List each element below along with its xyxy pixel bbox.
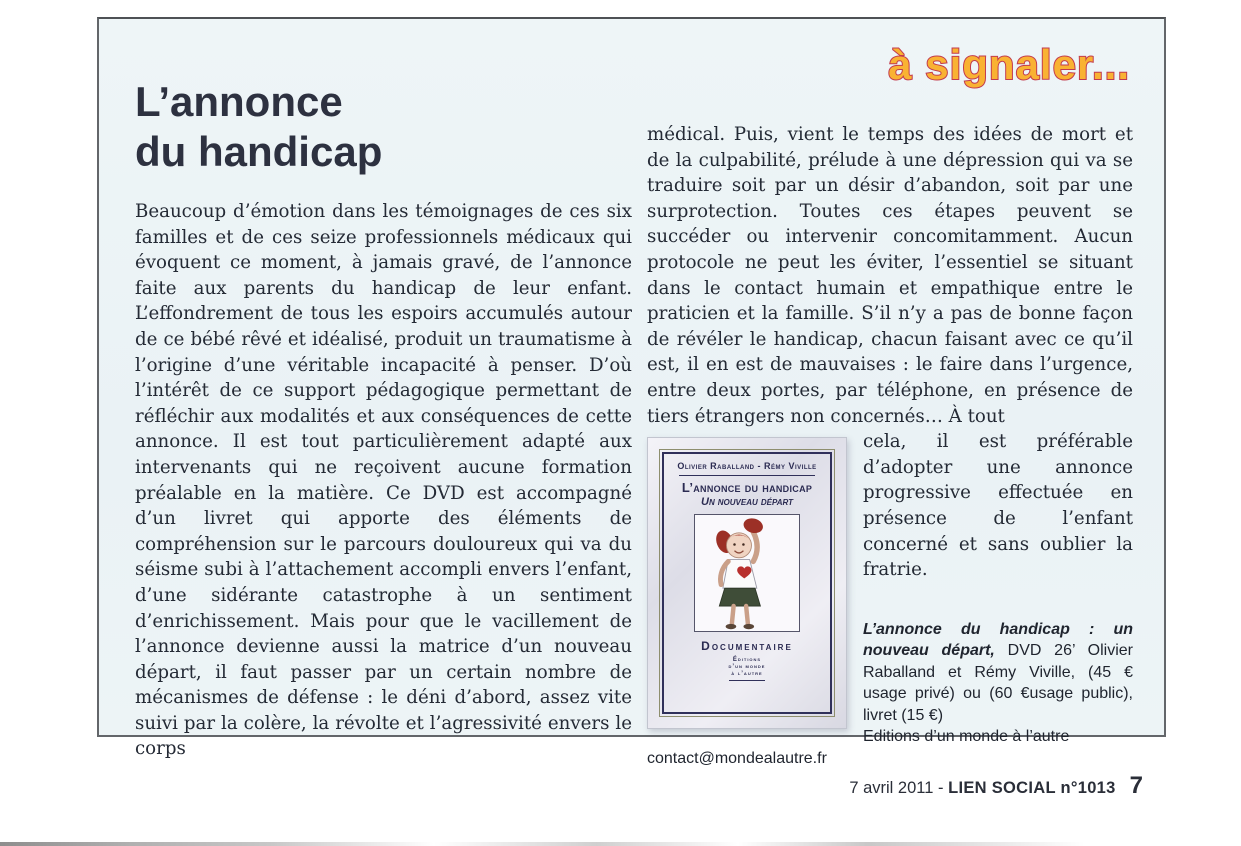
dvd-cover-illustration-girl [694, 514, 800, 632]
publisher-logo-line2: d’un monde [728, 664, 766, 671]
dvd-divider-rule [679, 475, 815, 476]
a-signaler-label: à signaler... [888, 41, 1130, 88]
paragraph-right-top: médical. Puis, vient le temps des idées de mort et de la culpabilité, prélude à une dépression qui va se traduire soit par un désir d’abandon, soit par une surprotection. Toutes ces étapes peuvent se succéder ou intervenir concomitamment. Aucun protocole ne peut les éviter, l’essentiel se situant dans le contact humain et empathique entre le praticien et la famille. S’il n’y a pas de bonne façon de révéler le handicap, chacun faisant avec ce qu’il est, il en est de mauvaises : le faire dans l’urgence, entre deux portes, par téléphone, en présence de tiers étrangers non concernés… À tout [647, 124, 1133, 427]
article-column-left [135, 199, 632, 762]
page-footer [849, 772, 1143, 800]
publisher-logo-line1: Éditions [732, 657, 762, 664]
dvd-genre: Documentaire [701, 639, 793, 654]
footer-date: 7 avril 2011 - [849, 779, 949, 797]
article-title [135, 77, 382, 177]
scan-edge-artifact [0, 842, 1085, 846]
paragraph-left: Beaucoup d’émotion dans les témoignages de ces six familles et de ces seize professionnels médicaux qui évoquent ce moment, à jamais gravé, de l’annonce faite aux parents du handicap de leur enfant. L’effondrement de tous les espoirs accumulés autour de ce bébé rêvé et idéalisé, produit un traumatisme à l’origine d’une véritable incapacité à penser. D’où l’intérêt de ce support pédagogique permettant de réfléchir aux modalités et aux conséquences de cette annonce. Il est tout particulièrement adapté aux intervenants qui ne reçoivent aucune formation préalable en la matière. Ce DVD est accompagné d’un livret qui apporte des éléments de compréhension sur le parcours douloureux qui va du séisme subi à l’attachement accompli envers l’enfant, d’une sidérante catastrophe à un sentiment d’enrichissement. Mais pour que le vacillement de l’annonce devienne aussi la matrice d’un nouveau départ, il faut passer par un certain nombre de mécanismes de défense : le déni d’abord, assez vite suivi par la colère, la révolte et l’agressivité envers le corps [135, 201, 632, 760]
dvd-cover-frame [659, 449, 835, 717]
article-panel [97, 17, 1166, 767]
publisher-logo [729, 657, 766, 681]
article-column-right [647, 122, 1133, 769]
dvd-authors: Olivier Raballand - Rémy Viville [677, 461, 817, 472]
biblio-contact-email: contact@mondealautre.fr [647, 749, 827, 767]
dvd-title: L’annonce du handicap [681, 480, 813, 496]
paragraph-right-wrap: cela, il est préférable d’adopter une annonce progressive effectuée en présence de l’enfant concerné et sans oublier la fratrie. [863, 431, 1133, 581]
footer-issue [849, 779, 1115, 798]
dvd-subtitle: Un nouveau départ [701, 496, 793, 509]
biblio-title: L’annonce du handicap : un nouveau départ, [863, 620, 1133, 660]
article-title-line1: L’annonce [135, 78, 343, 125]
publisher-logo-line3: à l’autre [731, 671, 763, 678]
biblio-details: DVD 26’ Olivier Raballand et Rémy Viville, (45 € usage privé) ou (60 €usage public), livret (15 €) [863, 642, 1134, 724]
dvd-cover [647, 437, 847, 729]
footer-journal: LIEN SOCIAL n°1013 [948, 779, 1116, 797]
article-title-line2: du handicap [135, 128, 383, 175]
page-number: 7 [1129, 772, 1143, 799]
biblio-publisher: Editions d’un monde à l’autre [863, 728, 1070, 746]
